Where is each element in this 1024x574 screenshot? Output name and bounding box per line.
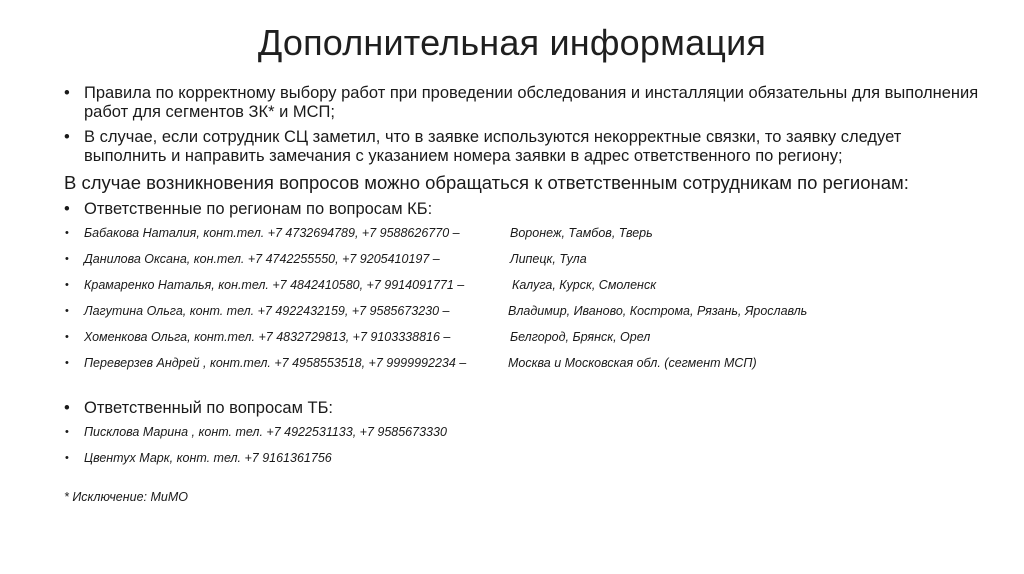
contact-person: Данилова Оксана, кон.тел. +7 4742255550, +7 9205410197 – xyxy=(84,252,440,266)
contact-item xyxy=(64,303,984,329)
bullet-icon: • xyxy=(65,279,69,291)
contacts-intro: В случае возникновения вопросов можно обращаться к ответственным сотрудникам по регионам: xyxy=(64,172,909,193)
rules-text: Правила по корректному выбору работ при проведении обследования и инсталляции обязательны для выполнения работ для сегментов ЗК* и МСП; xyxy=(84,84,979,121)
bullet-icon: • xyxy=(64,399,70,417)
tb-heading-text: Ответственный по вопросам ТБ: xyxy=(84,399,334,417)
spacer xyxy=(64,381,984,399)
bullet-icon: • xyxy=(65,227,69,239)
contact-item xyxy=(64,424,984,450)
contact-item xyxy=(64,329,984,355)
bullet-icon: • xyxy=(64,200,70,218)
contact-region: Воронеж, Тамбов, Тверь xyxy=(510,226,653,240)
contact-region: Липецк, Тула xyxy=(510,252,587,266)
slide-body xyxy=(64,84,984,504)
contact-person: Хоменкова Ольга, конт.тел. +7 4832729813, +7 9103338816 – xyxy=(84,330,451,344)
contact-item xyxy=(64,355,984,381)
contact-item xyxy=(64,251,984,277)
contact-item xyxy=(64,225,984,251)
bullet-icon: • xyxy=(64,84,70,102)
contact-item xyxy=(64,450,984,476)
bullet-icon: • xyxy=(65,253,69,265)
contact-region: Калуга, Курск, Смоленск xyxy=(512,278,657,292)
footnote: * Исключение: МиМО xyxy=(64,490,188,504)
bullet-icon: • xyxy=(65,331,69,343)
bullet-icon: • xyxy=(64,128,70,146)
remarks-bullet xyxy=(64,128,984,166)
contact-person: Бабакова Наталия, конт.тел. +7 4732694789, +7 9588626770 – xyxy=(84,226,460,240)
contact-item xyxy=(64,277,984,303)
contact-person: Писклова Марина , конт. тел. +7 4922531133, +7 9585673330 xyxy=(84,425,447,439)
kb-heading xyxy=(64,200,984,219)
contact-person: Цвентух Марк, конт. тел. +7 9161361756 xyxy=(84,451,332,465)
contact-region: Москва и Московская обл. (сегмент МСП) xyxy=(508,356,757,370)
bullet-icon: • xyxy=(65,357,69,369)
page-title: Дополнительная информация xyxy=(257,22,767,63)
bullet-icon: • xyxy=(65,305,69,317)
contact-person: Переверзев Андрей , конт.тел. +7 4958553518, +7 9999992234 – xyxy=(84,356,467,370)
kb-heading-text: Ответственные по регионам по вопросам КБ: xyxy=(84,200,433,218)
bullet-icon: • xyxy=(65,452,69,464)
contact-region: Белгород, Брянск, Орел xyxy=(510,330,651,344)
contact-person: Лагутина Ольга, конт. тел. +7 4922432159, +7 9585673230 – xyxy=(84,304,450,318)
remarks-text: В случае, если сотрудник СЦ заметил, что в заявке используются некорректные связки, то заявку следует выполнить и направить замечания с указанием номера заявки в адрес ответственного по региону; xyxy=(84,128,902,165)
contact-region: Владимир, Иваново, Кострома, Рязань, Ярославль xyxy=(508,304,808,318)
rules-bullet xyxy=(64,84,984,122)
tb-heading xyxy=(64,399,984,418)
bullet-icon: • xyxy=(65,426,69,438)
contact-person: Крамаренко Наталья, кон.тел. +7 4842410580, +7 9914091771 – xyxy=(84,278,465,292)
